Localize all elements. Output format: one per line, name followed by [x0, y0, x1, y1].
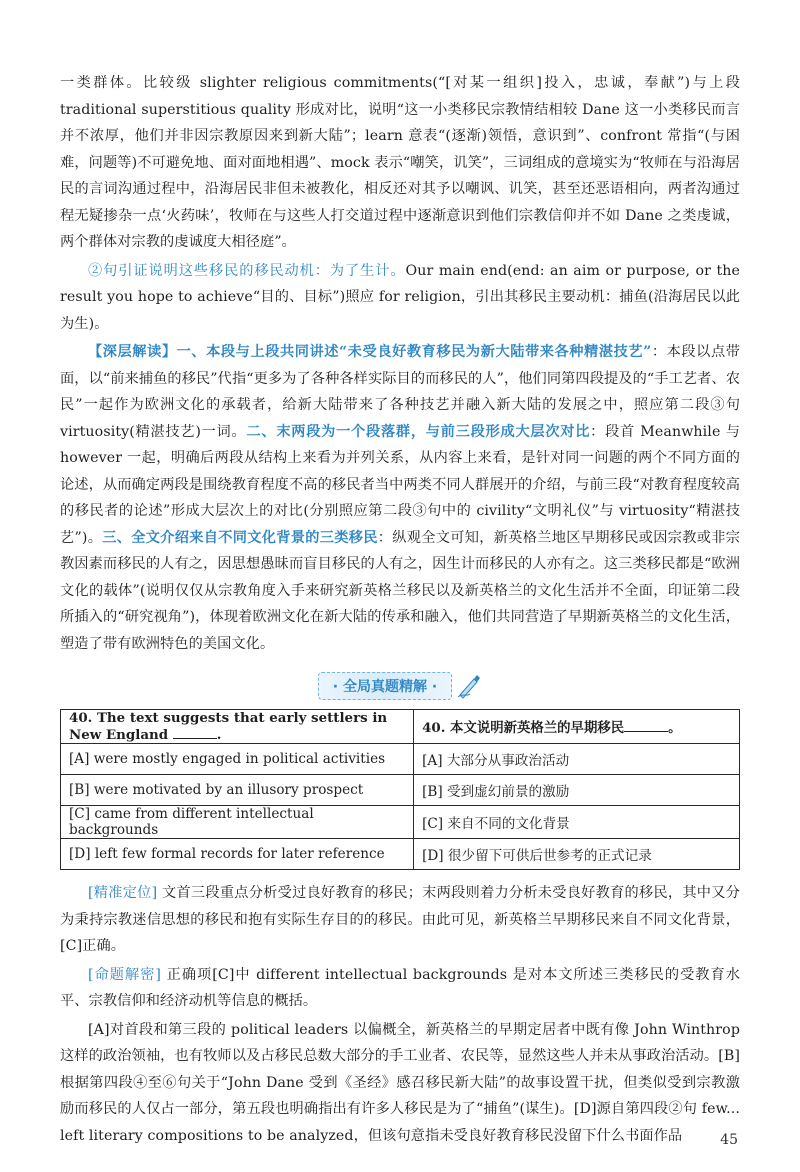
paragraph-motive — [60, 258, 740, 338]
deep-reading-text-1: ：本段以点带面，以“前来捕鱼的移民”代指“更多为了各种各样实际目的而移民的人”，他们同第四段提及的“手工艺者、农民”一起作为欧洲文化的承载者，给新大陆带来了各种技艺并融入新大陆的发展之中，照应第二段③句 virtuosity(精湛技艺)一词。 — [60, 344, 740, 440]
option-row-a — [61, 744, 740, 775]
question-row — [61, 710, 740, 744]
deep-reading-text-2: ：段首 Meanwhile 与 however 一起，明确后两段从结构上来看为并列关系，从内容上来看，是针对同一问题的两个不同方面的论述，从而确定两段是围绕教育程度不高的移民者当中两类不同人群展开的介绍，与前三段“对教育程度较高的移民者的论述”形成大层次上的对比(分别照应第二段③句中的 civility“文明礼仪”与 virtuosity“精湛技艺”)。 — [60, 423, 740, 546]
deep-reading-point-2: 二、末两段为一个段落群，与前三段形成大层次对比 — [246, 423, 591, 440]
option-d-cn: [D] 很少留下可供后世参考的正式记录 — [414, 839, 740, 870]
secret-tag: [命题解密] — [88, 966, 162, 983]
page-number: 45 — [720, 1132, 738, 1148]
page-content — [60, 70, 740, 1149]
motive-body: Our main end(end: an aim or purpose, or the result you hope to achieve“目的、目标”)照应 for religion，引出其移民主要动机：捕鱼(沿海居民以此为生)。 — [60, 262, 740, 332]
deep-reading-text-3: ：纵观全文可知，新英格兰地区早期移民或因宗教或非宗教因素而移民的人有之，因思想愚昧而盲目移民的人有之，因生计而移民的人亦有之。这三类移民都是“欧洲文化的载体”(说明仅仅从宗教角度入手来研究新英格兰移民以及新英格兰的文化生活并不全面，印证第二段所插入的“研究视角”)，体现着欧洲文化在新大陆的传承和融入，他们共同营造了早期新英格兰的文化生活，塑造了带有欧洲特色的美国文化。 — [60, 529, 740, 652]
motive-heading: ②句引证说明这些移民的移民动机：为了生计。 — [88, 262, 406, 279]
deep-reading-point-3: 三、全文介绍来自不同文化背景的三类移民 — [102, 529, 378, 546]
section-banner — [60, 667, 740, 705]
answer-blank — [624, 719, 668, 732]
pen-icon — [456, 673, 482, 699]
question-en: 40. The text suggests that early settlers in New England . — [61, 710, 414, 744]
option-b-en: [B] were motivated by an illusory prospect — [61, 775, 414, 806]
secret-text: 正确项[C]中 different intellectual backgrounds 是对本文所述三类移民的受教育水平、宗教信仰和经济动机等信息的概括。 — [60, 966, 741, 1009]
paragraph-precise — [60, 880, 740, 960]
section-banner-label: · 全局真题精解 · — [332, 679, 438, 695]
question-cn: 40. 本文说明新英格兰的早期移民 。 — [414, 710, 740, 744]
deep-reading-tag: 【深层解读】 — [88, 344, 177, 360]
option-row-c — [61, 806, 740, 839]
deep-reading-point-1: 一、本段与上段共同讲述“未受良好教育移民为新大陆带来各种精湛技艺” — [176, 344, 652, 360]
option-b-cn: [B] 受到虚幻前景的激励 — [414, 775, 740, 806]
paragraph-secret — [60, 962, 740, 1015]
precise-tag: [精准定位] — [88, 885, 158, 901]
option-c-en: [C] came from different intellectual backgrounds — [61, 806, 414, 839]
option-row-b — [61, 775, 740, 806]
section-banner-pill — [318, 672, 452, 700]
answer-blank — [173, 726, 217, 739]
option-row-d — [61, 839, 740, 870]
option-c-cn: [C] 来自不同的文化背景 — [414, 806, 740, 839]
option-a-cn: [A] 大部分从事政治活动 — [414, 744, 740, 775]
paragraph-continuation: 一类群体。比较级 slighter religious commitments(“[对某一组织]投入，忠诚，奉献”)与上段 traditional superstitious quality 形成对比，说明“这一小类移民宗教情结相较 Dane 这一小类移民而言并不浓厚，他们并非因宗教原因来到新大陆”；learn 意表“(逐渐)领悟，意识到”、confront 常指“(与困难，问题等)不可避免地、面对面地相遇”、mock 表示“嘲笑，讥笑”，三词组成的意境实为“牧师在与沿海居民的言词沟通过程中，沿海居民非但未被教化，相反还对其予以嘲讽、讥笑，甚至还恶语相向，两者沟通过程无疑掺杂一点‘火药味’，牧师在与这些人打交道过程中逐渐意识到他们宗教信仰并不如 Dane 之类虔诚，两个群体对宗教的虔诚度大相径庭”。 — [60, 75, 740, 250]
paragraph-deep-reading — [60, 339, 740, 657]
option-d-en: [D] left few formal records for later reference — [61, 839, 414, 870]
question-table — [60, 709, 740, 870]
option-a-en: [A] were mostly engaged in political activities — [61, 744, 414, 775]
precise-text: 文首三段重点分析受过良好教育的移民；末两段则着力分析未受良好教育的移民，其中又分为秉持宗教迷信思想的移民和抱有实际生存目的的移民。由此可见，新英格兰早期移民来自不同文化背景，[C]正确。 — [60, 885, 740, 954]
paragraph-distractors: [A]对首段和第三段的 political leaders 以偏概全，新英格兰的早期定居者中既有像 John Winthrop 这样的政治领袖，也有牧师以及占移民总数大部分的手工业者、农民等，显然这些人并未从事政治活动。[B]根据第四段④至⑥句关于“John Dane 受到《圣经》感召移民新大陆”的故事设置干扰，但类似受到宗教激励而移民的人仅占一部分，第五段也明确指出有许多人移民是为了“捕鱼”(谋生)。[D]源自第四段②句 few... left literary compositions to be analyzed，但该句意指未受良好教育移民没留下什么书面作品 — [60, 1021, 740, 1144]
